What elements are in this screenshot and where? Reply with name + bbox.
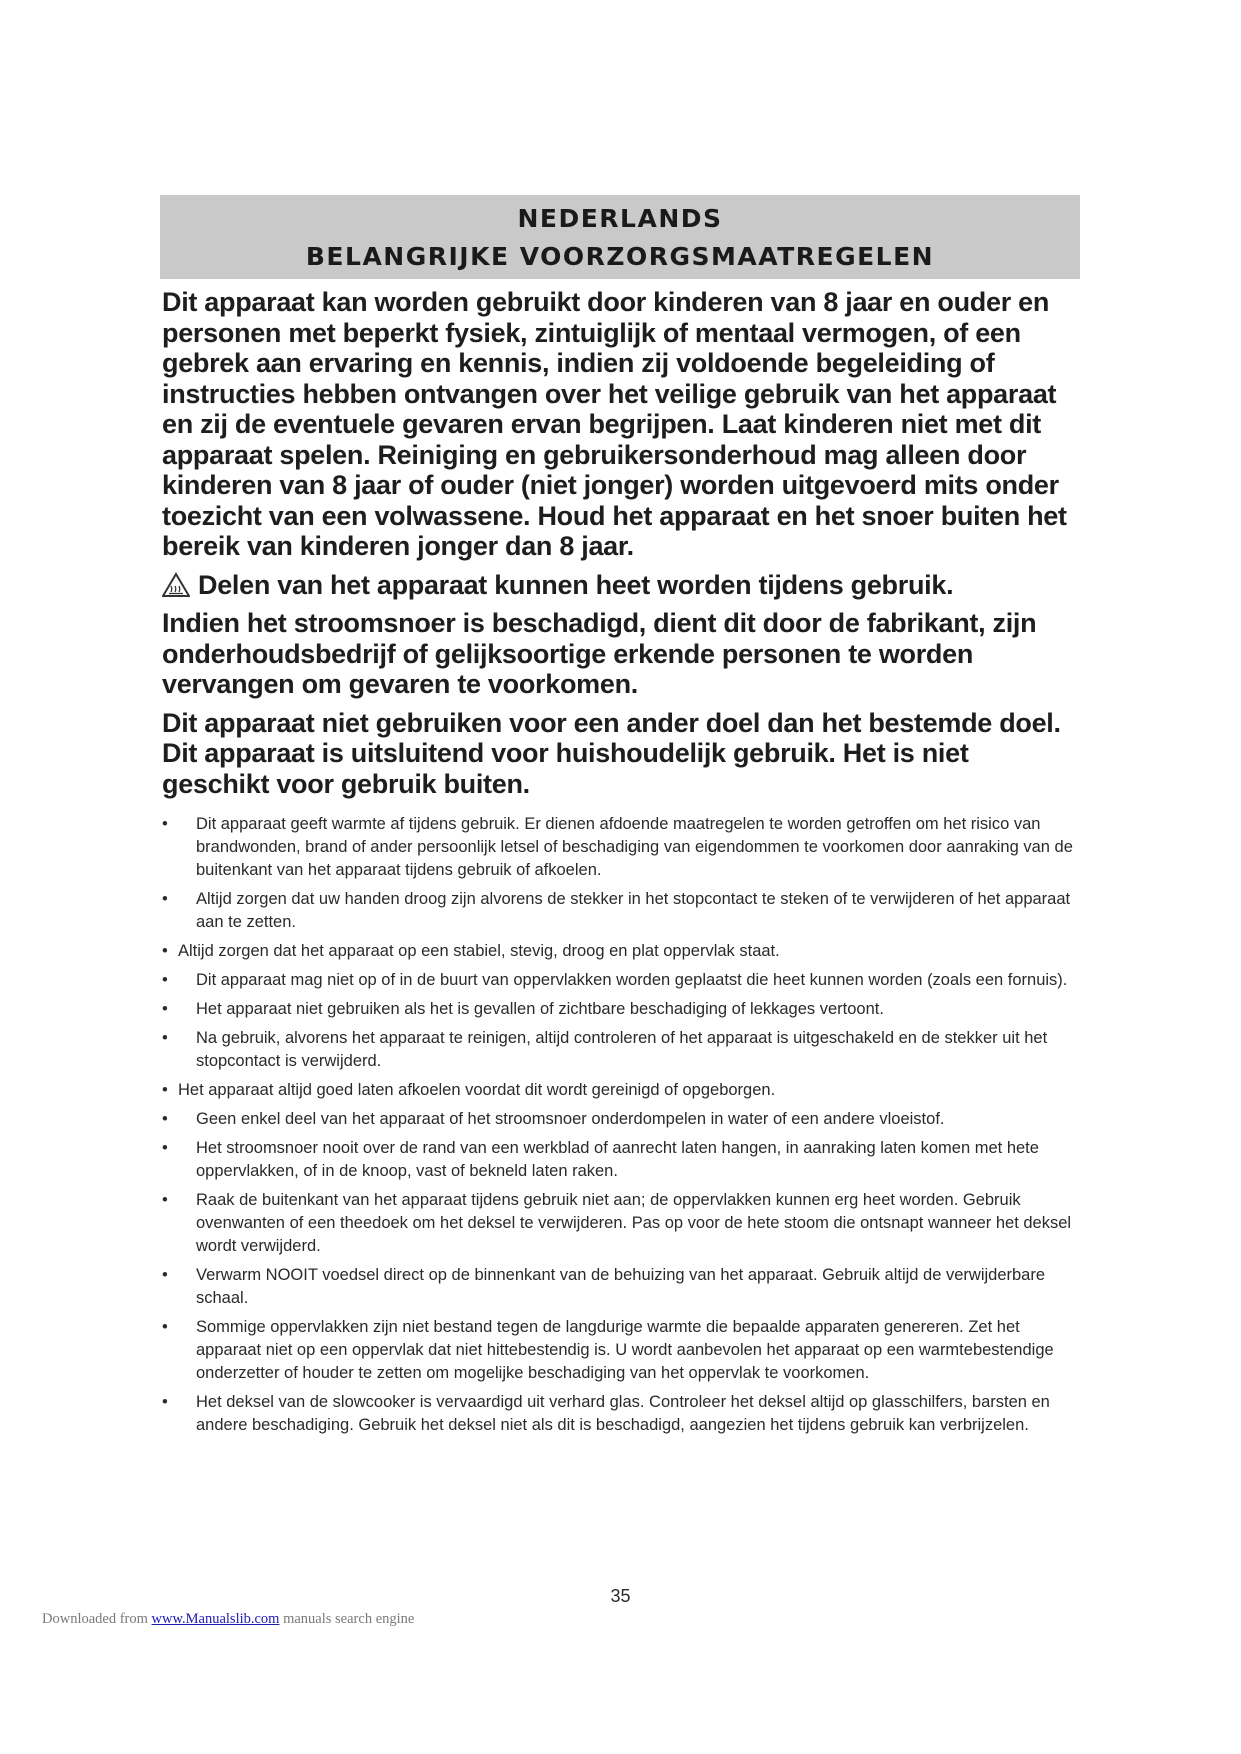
section-header (160, 195, 1080, 279)
bullet: • (162, 1318, 168, 1336)
bullet: • (162, 890, 168, 908)
paragraph-intended-use: Dit apparaat niet gebruiken voor een ander doel dan het bestemde doel. Dit apparaat is uitsluitend voor huishoudelijk gebruik. Het is niet geschikt voor gebruik buiten. (162, 707, 1061, 799)
content (162, 287, 1080, 1443)
download-footer (42, 1611, 414, 1628)
bullet: • (162, 1000, 168, 1018)
list-item: • Na gebruik, alvorens het apparaat te reinigen, altijd controleren of het apparaat is uitgeschakeld en de stekker uit het stopcontact is verwijderd. (162, 1029, 1048, 1070)
list-item: • Sommige oppervlakken zijn niet bestand tegen de langdurige warmte die bepaalde apparaten genereren. Zet het apparaat niet op een oppervlak dat niet hittebestendig is. U wordt aanbevolen het apparaat op een warmtebestendige onderzetter of houder te zetten om mogelijke beschadiging van het oppervlak te voorkomen. (162, 1318, 1054, 1382)
bullet: • (162, 815, 168, 833)
list-item: • Altijd zorgen dat het apparaat op een stabiel, stevig, droog en plat oppervlak staat. (162, 940, 1080, 963)
hot-surface-warning-icon (162, 572, 190, 598)
bullet: • (162, 942, 168, 960)
footer-prefix: Downloaded from (42, 1611, 152, 1627)
bullet: • (162, 1081, 168, 1099)
list-item: • Raak de buitenkant van het apparaat tijdens gebruik niet aan; de oppervlakken kunnen erg heet worden. Gebruik ovenwanten of een theedoek om het deksel te verwijderen. Pas op voor de hete stoom die ontsnapt wanneer het deksel wordt verwijderd. (162, 1191, 1072, 1255)
bullet: • (162, 1029, 168, 1047)
page-title: BELANGRIJKE VOORZORGSMAATREGELEN (305, 242, 935, 271)
paragraph-power-cord: Indien het stroomsnoer is beschadigd, dient dit door de fabrikant, zijn onderhoudsbedrijf of gelijksoortige erkende personen te worden vervangen om gevaren te voorkomen. (162, 608, 1037, 699)
list-item: • Dit apparaat mag niet op of in de buurt van oppervlakken worden geplaatst die heet kunnen worden (zoals een fornuis). (162, 969, 1080, 992)
list-item: • Dit apparaat geeft warmte af tijdens gebruik. Er dienen afdoende maatregelen te worden getroffen om het risico van brandwonden, brand of ander persoonlijk letsel of beschadiging van eigendommen te voorkomen door aanraking van de buitenkant van het apparaat tijdens gebruik of afkoelen. (162, 815, 1073, 879)
language-heading: NEDERLANDS (517, 204, 723, 233)
hot-surface-warning (162, 570, 1080, 601)
paragraph-children-usage: Dit apparaat kan worden gebruikt door kinderen van 8 jaar en ouder en personen met beperkt fysiek, zintuiglijk of mentaal vermogen, of een gebrek aan ervaring en kennis, indien zij voldoende begeleiding of instructies hebben ontvangen over het veilige gebruik van het apparaat en zij de eventuele gevaren ervan begrijpen. Laat kinderen niet met dit apparaat spelen. Reiniging en gebruikersonderhoud mag alleen door kinderen van 8 jaar of ouder (niet jonger) worden uitgevoerd mits onder toezicht van een volwassene. Houd het apparaat en het snoer buiten het bereik van kinderen jonger dan 8 jaar. (162, 287, 1067, 561)
manualslib-link[interactable]: www.Manualslib.com (151, 1611, 280, 1627)
bullet: • (162, 1266, 168, 1284)
list-item: • Het apparaat niet gebruiken als het is gevallen of zichtbare beschadiging of lekkages vertoont. (162, 998, 1080, 1021)
list-item: • Geen enkel deel van het apparaat of het stroomsnoer onderdompelen in water of een andere vloeistof. (162, 1108, 1080, 1131)
bullet: • (162, 1110, 168, 1128)
list-item: • Verwarm NOOIT voedsel direct op de binnenkant van de behuizing van het apparaat. Gebruik altijd de verwijderbare schaal. (162, 1266, 1046, 1307)
list-item: • Altijd zorgen dat uw handen droog zijn alvorens de stekker in het stopcontact te steken of te verwijderen of het apparaat aan te zetten. (162, 890, 1071, 931)
bullet: • (162, 1191, 168, 1209)
list-item: • Het deksel van de slowcooker is vervaardigd uit verhard glas. Controleer het deksel altijd op glasschilfers, barsten en andere beschadiging. Gebruik het deksel niet als dit is beschadigd, aangezien het tijdens gebruik kan verbrijzelen. (162, 1393, 1050, 1434)
bullet: • (162, 1139, 168, 1157)
safety-list (162, 813, 1080, 1437)
warning-text: Delen van het apparaat kunnen heet worden tijdens gebruik. (198, 569, 954, 600)
bullet: • (162, 1393, 168, 1411)
bullet: • (162, 971, 168, 989)
page-number: 35 (610, 1586, 631, 1606)
list-item: • Het stroomsnoer nooit over de rand van een werkblad of aanrecht laten hangen, in aanraking laten komen met hete oppervlakken, of in de knoop, vast of bekneld laten raken. (162, 1139, 1039, 1180)
list-item: • Het apparaat altijd goed laten afkoelen voordat dit wordt gereinigd of opgeborgen. (162, 1079, 1080, 1102)
footer-suffix: manuals search engine (279, 1611, 415, 1627)
